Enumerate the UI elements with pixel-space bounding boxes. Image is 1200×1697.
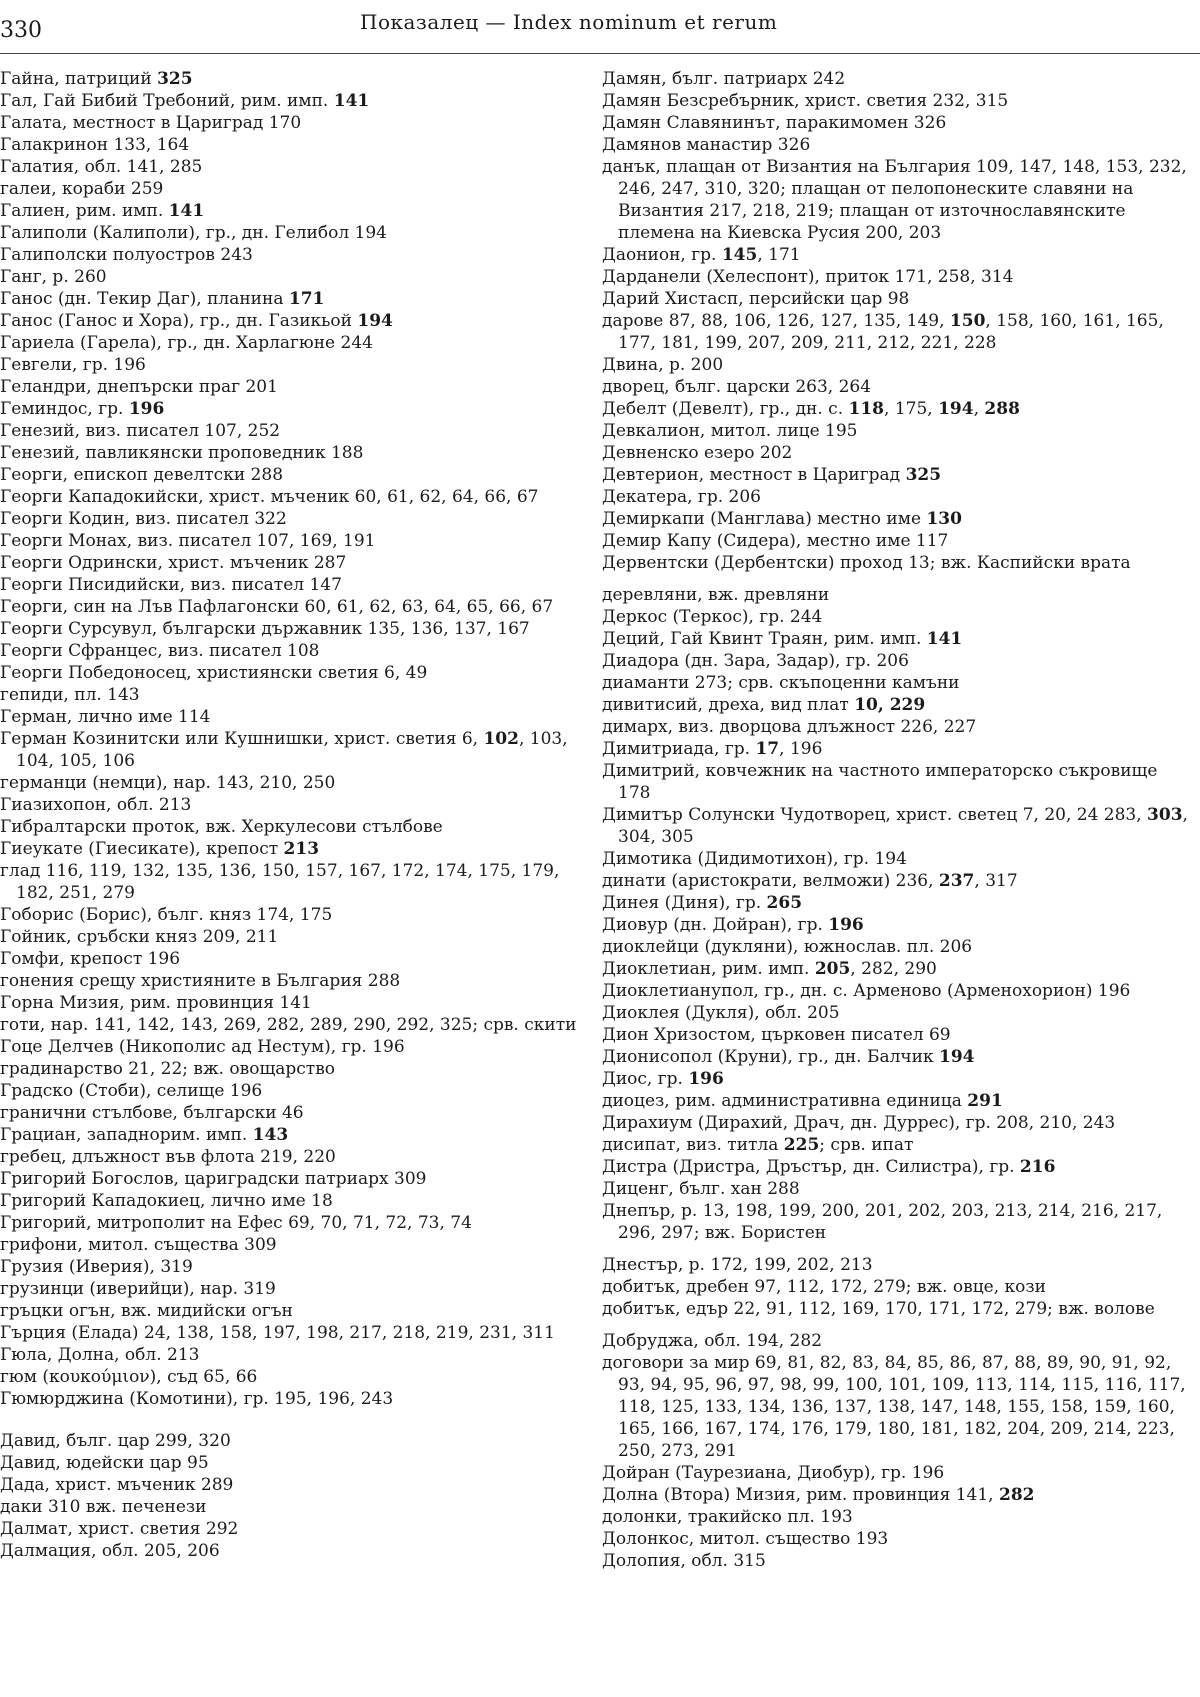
entry-text: динати (аристократи, велможи) 236, bbox=[602, 871, 939, 891]
index-entry bbox=[602, 1156, 1192, 1178]
index-entry bbox=[0, 1256, 586, 1278]
index-column-left bbox=[0, 68, 586, 1562]
entry-bold-reference: 143 bbox=[252, 1125, 289, 1145]
index-entry bbox=[602, 914, 1192, 936]
index-entry bbox=[602, 156, 1192, 244]
index-entry bbox=[0, 486, 586, 508]
entry-text: Дистра (Дристра, Дръстър, дн. Силистра), гр. bbox=[602, 1157, 1020, 1177]
entry-text: Днепър, р. 13, 198, 199, 200, 201, 202, 203, 213, 214, 216, 217, 296, 297; вж. Бористен bbox=[602, 1201, 1163, 1243]
index-entry bbox=[0, 222, 586, 244]
index-entry bbox=[0, 68, 586, 90]
index-entry bbox=[0, 1058, 586, 1080]
entry-text: гребец, длъжност във флота 219, 220 bbox=[0, 1147, 336, 1167]
entry-text: Герман Козинитски или Кушнишки, христ. светия 6, bbox=[0, 729, 484, 749]
index-entry bbox=[0, 376, 586, 398]
entry-text: димарх, виз. дворцова длъжност 226, 227 bbox=[602, 717, 977, 737]
entry-bold-reference: 194 bbox=[938, 399, 974, 419]
index-entry bbox=[602, 1528, 1192, 1550]
entry-text: Георги Одрински, христ. мъченик 287 bbox=[0, 553, 347, 573]
index-entry bbox=[602, 1112, 1192, 1134]
index-entry bbox=[602, 870, 1192, 892]
index-entry bbox=[0, 1102, 586, 1124]
index-entry bbox=[602, 738, 1192, 760]
index-entry bbox=[0, 1518, 586, 1540]
entry-text: Дамян, бълг. патриарх 242 bbox=[602, 69, 846, 89]
index-entry bbox=[0, 684, 586, 706]
index-entry bbox=[0, 926, 586, 948]
index-entry bbox=[602, 1134, 1192, 1156]
entry-text: гранични стълбове, български 46 bbox=[0, 1103, 304, 1123]
entry-bold-reference: 196 bbox=[828, 915, 864, 935]
entry-text: долонки, тракийско пл. 193 bbox=[602, 1507, 853, 1527]
entry-text: , 317 bbox=[974, 871, 1018, 891]
index-entry bbox=[602, 848, 1192, 870]
index-entry bbox=[0, 1366, 586, 1388]
index-entry bbox=[0, 244, 586, 266]
entry-text: Дарданели (Хелеспонт), приток 171, 258, 314 bbox=[602, 267, 1014, 287]
index-entry bbox=[0, 574, 586, 596]
entry-text: Добруджа, обл. 194, 282 bbox=[602, 1331, 823, 1351]
index-entry bbox=[0, 1278, 586, 1300]
index-entry bbox=[0, 310, 586, 332]
entry-text: добитък, едър 22, 91, 112, 169, 170, 171, 172, 279; вж. волове bbox=[602, 1299, 1155, 1319]
entry-text: Григорий, митрополит на Ефес 69, 70, 71, 72, 73, 74 bbox=[0, 1213, 472, 1233]
index-entry bbox=[602, 1330, 1192, 1352]
index-entry bbox=[602, 1046, 1192, 1068]
index-entry bbox=[602, 584, 1192, 606]
entry-text: Дионисопол (Круни), гр., дн. Балчик bbox=[602, 1047, 939, 1067]
index-entry bbox=[0, 398, 586, 420]
entry-bold-reference: 303 bbox=[1147, 805, 1183, 825]
entry-text: диоцез, рим. административна единица bbox=[602, 1091, 968, 1111]
index-entry bbox=[0, 266, 586, 288]
entry-text: Григорий Богослов, цариградски патриарх 309 bbox=[0, 1169, 427, 1189]
entry-bold-reference: 141 bbox=[333, 91, 370, 111]
entry-text: Диоклетиан, рим. имп. bbox=[602, 959, 815, 979]
entry-text: Дирахиум (Дирахий, Драч, дн. Дуррес), гр. 208, 210, 243 bbox=[602, 1113, 1116, 1133]
entry-bold-reference: 282 bbox=[999, 1485, 1035, 1505]
entry-text: Генезий, павликянски проповедник 188 bbox=[0, 443, 364, 463]
entry-text: Градско (Стоби), селище 196 bbox=[0, 1081, 263, 1101]
entry-bold-reference: 225 bbox=[783, 1135, 820, 1155]
index-entry bbox=[0, 860, 586, 904]
index-entry bbox=[602, 508, 1192, 530]
entry-text: Галакринон 133, 164 bbox=[0, 135, 190, 155]
entry-text: Гърция (Елада) 24, 138, 158, 197, 198, 217, 218, 219, 231, 311 bbox=[0, 1323, 555, 1343]
entry-text: Грузия (Иверия), 319 bbox=[0, 1257, 193, 1277]
entry-text: данък, плащан от Византия на България 109, 147, 148, 153, 232, 246, 247, 310, 320; плащан от пелопонеските славяни на Византия 217, 218, 219; плащан от източнославянските племена на Киевска Русия 200, 203 bbox=[602, 157, 1187, 243]
entry-text: Гиеукате (Гиесикате), крепост bbox=[0, 839, 284, 859]
entry-text: Гойник, сръбски княз 209, 211 bbox=[0, 927, 279, 947]
index-entry bbox=[602, 628, 1192, 650]
index-entry bbox=[0, 618, 586, 640]
index-entry bbox=[602, 244, 1192, 266]
entry-text: Гариела (Гарела), гр., дн. Харлагюне 244 bbox=[0, 333, 373, 353]
entry-text: Димитриада, гр. bbox=[602, 739, 756, 759]
entry-bold-reference: 118 bbox=[848, 399, 885, 419]
entry-text: Гайна, патриций bbox=[0, 69, 158, 89]
entry-text: галеи, кораби 259 bbox=[0, 179, 164, 199]
entry-text: добитък, дребен 97, 112, 172, 279; вж. овце, кози bbox=[602, 1277, 1046, 1297]
entry-text: , 171 bbox=[757, 245, 801, 265]
entry-text: Ганос (Ганос и Хора), гр., дн. Газикьой bbox=[0, 311, 358, 331]
entry-text: Гюмюрджина (Комотини), гр. 195, 196, 243 bbox=[0, 1389, 394, 1409]
index-entry bbox=[0, 970, 586, 992]
index-entry bbox=[602, 464, 1192, 486]
entry-text: Долонкос, митол. същество 193 bbox=[602, 1529, 889, 1549]
entry-bold-reference: 130 bbox=[926, 509, 962, 529]
entry-text: Дамянов манастир 326 bbox=[602, 135, 811, 155]
entry-text: , bbox=[973, 399, 985, 419]
entry-text: Гомфи, крепост 196 bbox=[0, 949, 181, 969]
index-entry bbox=[0, 948, 586, 970]
entry-text: Галатия, обл. 141, 285 bbox=[0, 157, 203, 177]
index-entry bbox=[0, 1540, 586, 1562]
entry-text: Дебелт (Девелт), гр., дн. с. bbox=[602, 399, 849, 419]
entry-bold-reference: 171 bbox=[288, 289, 325, 309]
entry-text: Дада, христ. мъченик 289 bbox=[0, 1475, 234, 1495]
entry-text: Декатера, гр. 206 bbox=[602, 487, 761, 507]
index-entry bbox=[0, 1344, 586, 1366]
index-entry bbox=[0, 838, 586, 860]
entry-text: Георги Кападокийски, христ. мъченик 60, 61, 62, 64, 66, 67 bbox=[0, 487, 539, 507]
index-entry bbox=[602, 398, 1192, 420]
index-entry bbox=[602, 112, 1192, 134]
entry-text: Долна (Втора) Мизия, рим. провинция 141, bbox=[602, 1485, 999, 1505]
index-entry bbox=[602, 486, 1192, 508]
index-entry bbox=[602, 716, 1192, 738]
entry-text: Диоклея (Дукля), обл. 205 bbox=[602, 1003, 840, 1023]
entry-text: Диценг, бълг. хан 288 bbox=[602, 1179, 800, 1199]
index-entry bbox=[602, 672, 1192, 694]
index-entry bbox=[602, 760, 1192, 804]
entry-text: Георги Победоносец, християнски светия 6, 49 bbox=[0, 663, 428, 683]
entry-text: Григорий Кападокиец, лично име 18 bbox=[0, 1191, 333, 1211]
index-entry bbox=[0, 156, 586, 178]
entry-text: Геландри, днепърски праг 201 bbox=[0, 377, 278, 397]
entry-text: Двина, р. 200 bbox=[602, 355, 724, 375]
entry-text: Генезий, виз. писател 107, 252 bbox=[0, 421, 281, 441]
entry-text: , 103, 104, 105, 106 bbox=[16, 729, 568, 771]
index-entry bbox=[0, 464, 586, 486]
index-entry bbox=[602, 1484, 1192, 1506]
page-number: 330 bbox=[0, 18, 42, 43]
index-entry bbox=[602, 1550, 1192, 1572]
entry-bold-reference: 194 bbox=[938, 1047, 975, 1067]
index-entry bbox=[0, 1190, 586, 1212]
entry-text: Диоклетианупол, гр., дн. с. Арменово (Арменохорион) 196 bbox=[602, 981, 1131, 1001]
index-entry bbox=[602, 1090, 1192, 1112]
entry-text: Дервентски (Дербентски) проход 13; вж. Каспийски врата bbox=[602, 553, 1131, 573]
index-entry bbox=[0, 1322, 586, 1344]
entry-text: Георги, епископ девелтски 288 bbox=[0, 465, 284, 485]
entry-text: Гоце Делчев (Никополис ад Нестум), гр. 196 bbox=[0, 1037, 405, 1057]
entry-text: , 196 bbox=[779, 739, 823, 759]
index-entry bbox=[602, 530, 1192, 552]
entry-bold-reference: 194 bbox=[357, 311, 393, 331]
entry-bold-reference: 141 bbox=[168, 201, 205, 221]
entry-text: дарове 87, 88, 106, 126, 127, 135, 149, bbox=[602, 311, 950, 331]
entry-text: готи, нар. 141, 142, 143, 269, 282, 289, 290, 292, 325; срв. скити bbox=[0, 1015, 577, 1035]
index-entry bbox=[0, 508, 586, 530]
index-entry bbox=[602, 958, 1192, 980]
index-entry bbox=[0, 134, 586, 156]
index-entry bbox=[602, 552, 1192, 574]
entry-text: Грациан, западнорим. имп. bbox=[0, 1125, 253, 1145]
section-gap bbox=[602, 1320, 1192, 1330]
entry-bold-reference: 102 bbox=[483, 729, 519, 749]
entry-text: Давид, юдейски цар 95 bbox=[0, 1453, 209, 1473]
entry-text: Гевгели, гр. 196 bbox=[0, 355, 146, 375]
entry-text: Дион Хризостом, църковен писател 69 bbox=[602, 1025, 951, 1045]
entry-text: Галиен, рим. имп. bbox=[0, 201, 169, 221]
index-entry bbox=[0, 442, 586, 464]
index-entry bbox=[602, 650, 1192, 672]
index-entry bbox=[602, 310, 1192, 354]
index-entry bbox=[0, 112, 586, 134]
entry-text: Демир Капу (Сидера), местно име 117 bbox=[602, 531, 949, 551]
entry-text: Георги Сфранцес, виз. писател 108 bbox=[0, 641, 320, 661]
index-entry bbox=[0, 772, 586, 794]
index-entry bbox=[0, 1300, 586, 1322]
index-entry bbox=[0, 1146, 586, 1168]
entry-text: Ганос (дн. Текир Даг), планина bbox=[0, 289, 289, 309]
index-entry bbox=[0, 354, 586, 376]
index-entry bbox=[602, 606, 1192, 628]
entry-bold-reference: 141 bbox=[926, 629, 963, 649]
index-entry bbox=[602, 1254, 1192, 1276]
index-entry bbox=[0, 1496, 586, 1518]
index-entry bbox=[602, 1200, 1192, 1244]
index-entry bbox=[602, 420, 1192, 442]
entry-bold-reference: 291 bbox=[967, 1091, 1003, 1111]
entry-text: градинарство 21, 22; вж. овощарство bbox=[0, 1059, 336, 1079]
entry-bold-reference: 17 bbox=[755, 739, 780, 759]
entry-text: Деркос (Теркос), гр. 244 bbox=[602, 607, 823, 627]
index-entry bbox=[602, 442, 1192, 464]
index-entry bbox=[0, 1168, 586, 1190]
entry-bold-reference: 237 bbox=[938, 871, 975, 891]
entry-bold-reference: 325 bbox=[905, 465, 942, 485]
index-entry bbox=[602, 288, 1192, 310]
running-title: Показалец — Index nominum et rerum bbox=[360, 10, 778, 34]
index-entry bbox=[602, 892, 1192, 914]
entry-text: дворец, бълг. царски 263, 264 bbox=[602, 377, 872, 397]
entry-text: Димитър Солунски Чудотворец, христ. светец 7, 20, 24 283, bbox=[602, 805, 1148, 825]
index-entry bbox=[0, 90, 586, 112]
index-entry bbox=[0, 1474, 586, 1496]
page-header bbox=[0, 8, 1200, 48]
index-entry bbox=[602, 1462, 1192, 1484]
entry-bold-reference: 216 bbox=[1019, 1157, 1056, 1177]
index-entry bbox=[0, 816, 586, 838]
header-divider bbox=[0, 53, 1200, 54]
entry-bold-reference: 265 bbox=[766, 893, 803, 913]
index-entry bbox=[0, 530, 586, 552]
entry-text: диаманти 273; срв. скъпоценни камъни bbox=[602, 673, 960, 693]
entry-bold-reference: 196 bbox=[128, 399, 165, 419]
index-entry bbox=[602, 1068, 1192, 1090]
index-entry bbox=[602, 68, 1192, 90]
index-entry bbox=[602, 1298, 1192, 1320]
entry-text: Димотика (Дидимотихон), гр. 194 bbox=[602, 849, 907, 869]
index-entry bbox=[602, 936, 1192, 958]
entry-text: Динея (Диня), гр. bbox=[602, 893, 767, 913]
entry-bold-reference: 150 bbox=[949, 311, 986, 331]
entry-bold-reference: 205 bbox=[814, 959, 851, 979]
entry-text: Димитрий, ковчежник на частното императорско съкровище 178 bbox=[602, 761, 1158, 803]
index-entry bbox=[602, 1506, 1192, 1528]
index-entry bbox=[602, 1002, 1192, 1024]
index-entry bbox=[0, 662, 586, 684]
entry-text: Дамян Славянинът, паракимомен 326 bbox=[602, 113, 947, 133]
entry-text: Галиполски полуостров 243 bbox=[0, 245, 253, 265]
index-entry bbox=[0, 596, 586, 618]
entry-text: деревляни, вж. древляни bbox=[602, 585, 830, 605]
index-entry bbox=[0, 1124, 586, 1146]
index-entry bbox=[0, 1014, 586, 1036]
index-entry bbox=[602, 694, 1192, 716]
entry-text: Долопия, обл. 315 bbox=[602, 1551, 766, 1571]
entry-text: ; срв. ипат bbox=[819, 1135, 914, 1155]
index-entry bbox=[0, 1452, 586, 1474]
entry-text: Гал, Гай Бибий Требоний, рим. имп. bbox=[0, 91, 334, 111]
entry-text: Диос, гр. bbox=[602, 1069, 689, 1089]
entry-text: гонения срещу християните в България 288 bbox=[0, 971, 401, 991]
entry-bold-reference: 196 bbox=[688, 1069, 724, 1089]
entry-text: договори за мир 69, 81, 82, 83, 84, 85, 86, 87, 88, 89, 90, 91, 92, 93, 94, 95, 96, 97, 98, 99, 100, 101, 109, 113, 114, 115, 116, 117, 118, 125, 133, 134, 136, 137, 138, 147, 148, 155, 158, 159, 160, 165, 166, 167, 174, 176, 179, 180, 181, 182, 204, 209, 214, 223, 250, 273, 291 bbox=[602, 1353, 1186, 1461]
index-entry bbox=[602, 90, 1192, 112]
entry-text: гюм (κουκούμιον), съд 65, 66 bbox=[0, 1367, 258, 1387]
index-entry bbox=[0, 1212, 586, 1234]
entry-text: Дойран (Таурезиана, Диобур), гр. 196 bbox=[602, 1463, 945, 1483]
entry-text: Даонион, гр. bbox=[602, 245, 722, 265]
entry-text: Давид, бълг. цар 299, 320 bbox=[0, 1431, 231, 1451]
entry-bold-reference: 325 bbox=[157, 69, 193, 89]
index-entry bbox=[0, 706, 586, 728]
index-entry bbox=[602, 134, 1192, 156]
entry-text: Деций, Гай Квинт Траян, рим. имп. bbox=[602, 629, 927, 649]
entry-text: глад 116, 119, 132, 135, 136, 150, 157, 167, 172, 174, 175, 179, 182, 251, 279 bbox=[0, 861, 560, 903]
index-entry bbox=[0, 178, 586, 200]
entry-text: Гибралтарски проток, вж. Херкулесови стълбове bbox=[0, 817, 443, 837]
index-entry bbox=[602, 1178, 1192, 1200]
entry-text: Гоборис (Борис), бълг. княз 174, 175 bbox=[0, 905, 333, 925]
entry-text: Далмация, обл. 205, 206 bbox=[0, 1541, 220, 1561]
section-gap bbox=[602, 574, 1192, 584]
entry-text: Георги Кодин, виз. писател 322 bbox=[0, 509, 287, 529]
entry-text: Ганг, р. 260 bbox=[0, 267, 107, 287]
section-gap bbox=[602, 1244, 1192, 1254]
index-entry bbox=[602, 980, 1192, 1002]
entry-text: гепиди, пл. 143 bbox=[0, 685, 140, 705]
index-entry bbox=[602, 1276, 1192, 1298]
entry-text: Геминдос, гр. bbox=[0, 399, 129, 419]
entry-text: Дамян Безсребърник, христ. светия 232, 315 bbox=[602, 91, 1009, 111]
entry-text: Георги Монах, виз. писател 107, 169, 191 bbox=[0, 531, 376, 551]
index-entry bbox=[602, 1352, 1192, 1462]
index-entry bbox=[0, 420, 586, 442]
entry-text: Диовур (дн. Дойран), гр. bbox=[602, 915, 829, 935]
entry-text: , 282, 290 bbox=[850, 959, 937, 979]
entry-text: Девтерион, местност в Цариград bbox=[602, 465, 906, 485]
entry-bold-reference: 145 bbox=[721, 245, 758, 265]
entry-text: дивитисий, дреха, вид плат bbox=[602, 695, 855, 715]
index-entry bbox=[602, 354, 1192, 376]
entry-bold-reference: 288 bbox=[984, 399, 1020, 419]
index-entry bbox=[0, 1234, 586, 1256]
index-entry bbox=[0, 794, 586, 816]
section-gap bbox=[0, 1410, 586, 1430]
entry-text: Девкалион, митол. лице 195 bbox=[602, 421, 858, 441]
index-entry bbox=[602, 266, 1192, 288]
entry-text: даки 310 вж. печенези bbox=[0, 1497, 207, 1517]
index-entry bbox=[0, 1430, 586, 1452]
index-entry bbox=[0, 904, 586, 926]
index-column-right bbox=[602, 68, 1192, 1572]
entry-text: Георги, син на Лъв Пафлагонски 60, 61, 62, 63, 64, 65, 66, 67 bbox=[0, 597, 554, 617]
entry-text: грифони, митол. същества 309 bbox=[0, 1235, 277, 1255]
entry-text: Галата, местност в Цариград 170 bbox=[0, 113, 302, 133]
entry-text: диоклейци (дукляни), южнослав. пл. 206 bbox=[602, 937, 973, 957]
entry-text: Днестър, р. 172, 199, 202, 213 bbox=[602, 1255, 873, 1275]
entry-text: Галиполи (Калиполи), гр., дн. Гелибол 194 bbox=[0, 223, 387, 243]
entry-text: Гюла, Долна, обл. 213 bbox=[0, 1345, 200, 1365]
entry-text: Диадора (дн. Зара, Задар), гр. 206 bbox=[602, 651, 909, 671]
entry-text: Далмат, христ. светия 292 bbox=[0, 1519, 239, 1539]
entry-text: Дарий Хистасп, персийски цар 98 bbox=[602, 289, 910, 309]
index-entry bbox=[602, 804, 1192, 848]
index-entry bbox=[0, 992, 586, 1014]
entry-text: Гиазихопон, обл. 213 bbox=[0, 795, 192, 815]
entry-text: Георги Сурсувул, български държавник 135, 136, 137, 167 bbox=[0, 619, 530, 639]
index-entry bbox=[0, 552, 586, 574]
index-entry bbox=[602, 376, 1192, 398]
index-entry bbox=[0, 1036, 586, 1058]
index-entry bbox=[0, 332, 586, 354]
entry-text: германци (немци), нар. 143, 210, 250 bbox=[0, 773, 336, 793]
index-entry bbox=[0, 1080, 586, 1102]
entry-text: , 158, 160, 161, 165, 177, 181, 199, 207, 209, 211, 212, 221, 228 bbox=[618, 311, 1164, 353]
index-entry bbox=[0, 640, 586, 662]
entry-text: гръцки огън, вж. мидийски огън bbox=[0, 1301, 293, 1321]
entry-bold-reference: 10, 229 bbox=[854, 695, 926, 715]
entry-text: Девненско езеро 202 bbox=[602, 443, 793, 463]
entry-text: Георги Писидийски, виз. писател 147 bbox=[0, 575, 342, 595]
entry-text: Демиркапи (Манглава) местно име bbox=[602, 509, 927, 529]
index-entry bbox=[0, 200, 586, 222]
index-entry bbox=[0, 1388, 586, 1410]
entry-text: дисипат, виз. титла bbox=[602, 1135, 784, 1155]
entry-text: Герман, лично име 114 bbox=[0, 707, 211, 727]
entry-text: , 175, bbox=[884, 399, 939, 419]
entry-bold-reference: 213 bbox=[283, 839, 320, 859]
entry-text: , 304, 305 bbox=[618, 805, 1188, 847]
index-entry bbox=[602, 1024, 1192, 1046]
index-entry bbox=[0, 288, 586, 310]
index-entry bbox=[0, 728, 586, 772]
entry-text: Горна Мизия, рим. провинция 141 bbox=[0, 993, 312, 1013]
entry-text: грузинци (иверийци), нар. 319 bbox=[0, 1279, 276, 1299]
